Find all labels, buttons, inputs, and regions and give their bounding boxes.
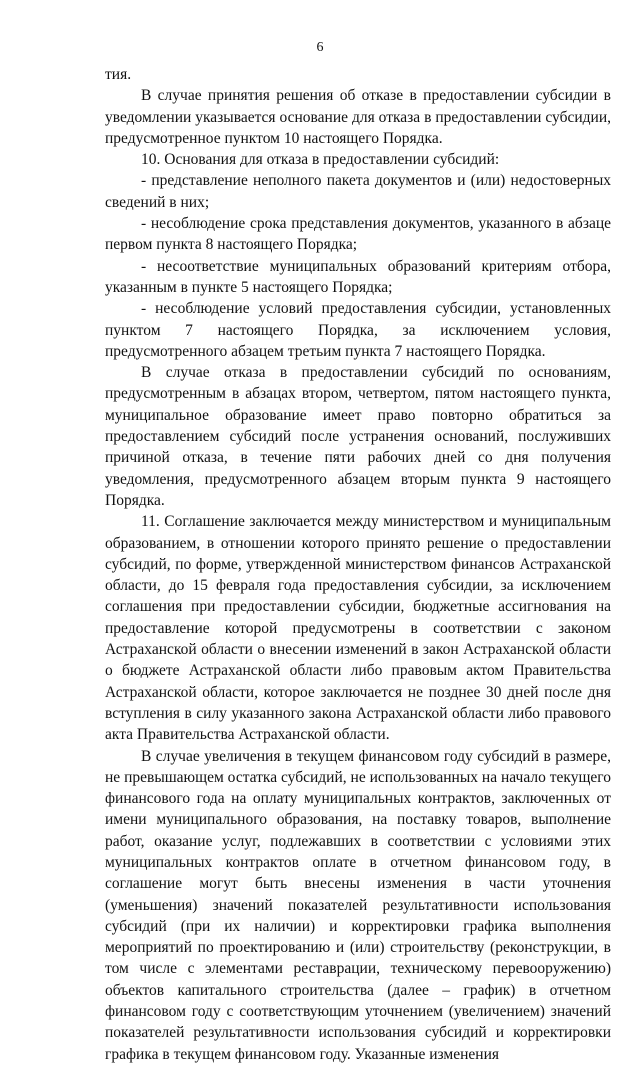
paragraph: В случае отказа в предоставлении субсидий по основаниям, предусмотренным в абзацах втором, четвертом, пятом настоящего пункта, муниципальное образование имеет право повторно обратиться за предоставлением субсидий после устранения оснований, послуживших причиной отказа, в течение пяти рабочих дней со дня получения уведомления, предусмотренного абзацем вторым пункта 9 настоящего Порядка. (105, 364, 611, 509)
list-item: - несоблюдение срока представления документов, указанного в абзаце первом пункта 8 настоящего Порядка; (105, 215, 611, 254)
paragraph: тия. (105, 66, 132, 83)
paragraph: В случае увеличения в текущем финансовом году субсидий в размере, не превышающем остатка субсидий, не использованных на начало текущего финансового года на оплату муниципальных контрактов, заключенных от имени муниципального образования, на поставку товаров, выполнение работ, оказание услуг, подлежавших в соответствии с условиями этих муниципальных контрактов оплате в отчетном финансовом году, в соглашение могут быть внесены изменения в части уточнения (уменьшения) значений показателей результативности использования субсидий (при их наличии) и корректировки графика выполнения мероприятий по проектированию и (или) строительству (реконструкции, в том числе с элементами реставрации, техническому перевооружению) объектов капитального строительства (далее – график) в отчетном финансовом году с соответствующим уточнением (увеличением) значений показателей результативности использования субсидий и корректировки графика в текущем финансовом году. Указанные изменения (105, 747, 611, 1063)
list-item: - несоблюдение условий предоставления субсидии, установленных пунктом 7 настоящего Порядка, за исключением условия, предусмотренного абзацем третьим пункта 7 настоящего Порядка. (105, 300, 611, 360)
list-item: - представление неполного пакета документов и (или) недостоверных сведений в них; (105, 172, 611, 211)
paragraph: В случае принятия решения об отказе в предоставлении субсидии в уведомлении указывается основание для отказа в предоставлении субсидии, предусмотренное пунктом 10 настоящего Порядка. (105, 87, 611, 147)
paragraph: 10. Основания для отказа в предоставлении субсидий: (141, 151, 500, 169)
document-body (105, 64, 611, 1065)
list-item: - несоответствие муниципальных образований критериям отбора, указанным в пункте 5 настоящего Порядка; (105, 257, 611, 296)
paragraph: 11. Соглашение заключается между министерством и муниципальным образованием, в отношении которого принято решение о предоставлении субсидий, по форме, утвержденной министерством финансов Астраханской области, до 15 февраля года предоставления субсидии, за исключением соглашения при предоставлении субсидии, бюджетные ассигнования на предоставление которой предусмотрены в соответствии с законом Астраханской области о внесении изменений в закон Астраханской области о бюджете Астраханской области либо правовым актом Правительства Астраханской области, которое заключается не позднее 30 дней после дня вступления в силу указанного закона Астраханской области либо правового акта Правительства Астраханской области. (105, 513, 611, 744)
page-number: 6 (316, 40, 324, 55)
